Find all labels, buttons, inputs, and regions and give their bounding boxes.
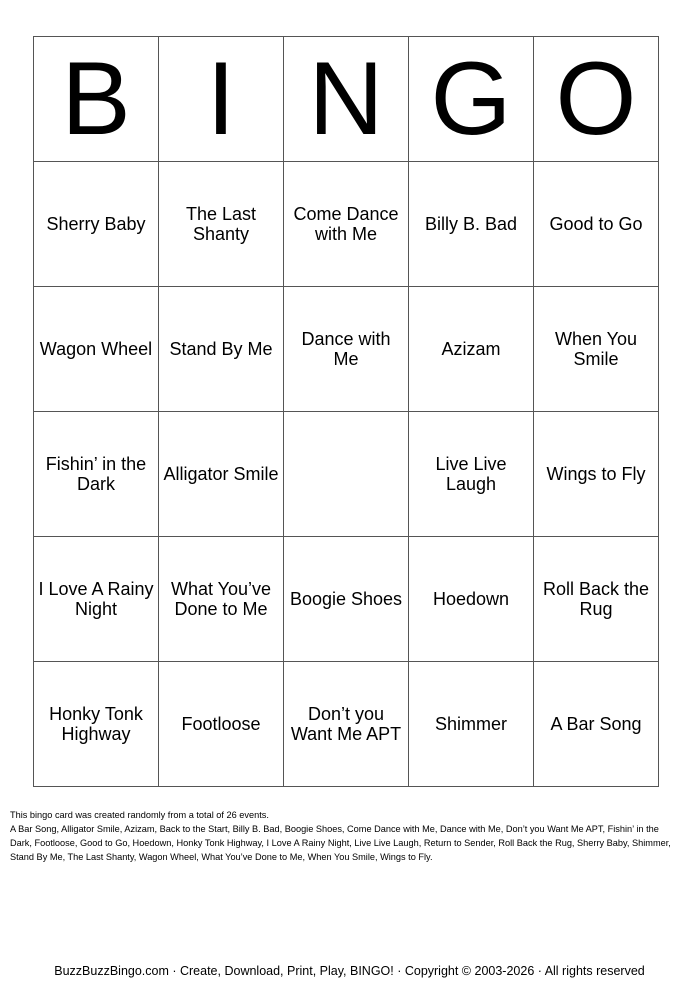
bingo-cell: Wings to Fly: [534, 412, 659, 537]
bingo-cell: Come Dance with Me: [284, 162, 409, 287]
bingo-cell: Hoedown: [409, 537, 534, 662]
bingo-cell: Billy B. Bad: [409, 162, 534, 287]
bingo-cell: Sherry Baby: [34, 162, 159, 287]
bingo-cell: Roll Back the Rug: [534, 537, 659, 662]
header-letter-n: N: [284, 37, 409, 162]
event-list-text: A Bar Song, Alligator Smile, Azizam, Back to the Start, Billy B. Bad, Boogie Shoes, Come Dance with Me, Dance with Me, Don’t you Want Me APT, Fishin’ in the Dark, Footloose, Good to Go, Hoedown, Honky Tonk Highway, I Love A Rainy Night, Live Live Laugh, Return to Sender, Roll Back the Rug, Sherry Baby, Shimmer, Stand By Me, The Last Shanty, Wagon Wheel, What You’ve Done to Me, When You Smile, Wings to Fly.: [10, 824, 671, 862]
bingo-cell: The Last Shanty: [159, 162, 284, 287]
bingo-cell: When You Smile: [534, 287, 659, 412]
header-letter-o: O: [534, 37, 659, 162]
card-row: [34, 412, 659, 537]
card-row: [34, 662, 659, 787]
free-space-cell: [284, 412, 409, 537]
bingo-cell: Shimmer: [409, 662, 534, 787]
bingo-cell: Fishin’ in the Dark: [34, 412, 159, 537]
card-row: [34, 537, 659, 662]
bingo-card: [33, 36, 659, 787]
bingo-cell: Honky Tonk Highway: [34, 662, 159, 787]
footer-copyright: BuzzBuzzBingo.com · Create, Download, Print, Play, BINGO! · Copyright © 2003-2026 · All rights reserved: [54, 964, 645, 978]
bingo-cell: Azizam: [409, 287, 534, 412]
bingo-cell: Dance with Me: [284, 287, 409, 412]
bingo-cell: Don’t you Want Me APT: [284, 662, 409, 787]
bingo-cell: A Bar Song: [534, 662, 659, 787]
bingo-cell: Good to Go: [534, 162, 659, 287]
bingo-cell: I Love A Rainy Night: [34, 537, 159, 662]
bingo-cell: What You’ve Done to Me: [159, 537, 284, 662]
header-letter-i: I: [159, 37, 284, 162]
bingo-cell: Wagon Wheel: [34, 287, 159, 412]
card-description: [10, 808, 682, 864]
bingo-cell: Footloose: [159, 662, 284, 787]
bingo-cell: Live Live Laugh: [409, 412, 534, 537]
bingo-cell: Alligator Smile: [159, 412, 284, 537]
bingo-cell: Boogie Shoes: [284, 537, 409, 662]
event-count-text: This bingo card was created randomly from a total of 26 events.: [10, 810, 269, 820]
bingo-cell: Stand By Me: [159, 287, 284, 412]
card-row: [34, 287, 659, 412]
header-letter-b: B: [34, 37, 159, 162]
card-row: [34, 162, 659, 287]
header-row: [34, 37, 659, 162]
header-letter-g: G: [409, 37, 534, 162]
